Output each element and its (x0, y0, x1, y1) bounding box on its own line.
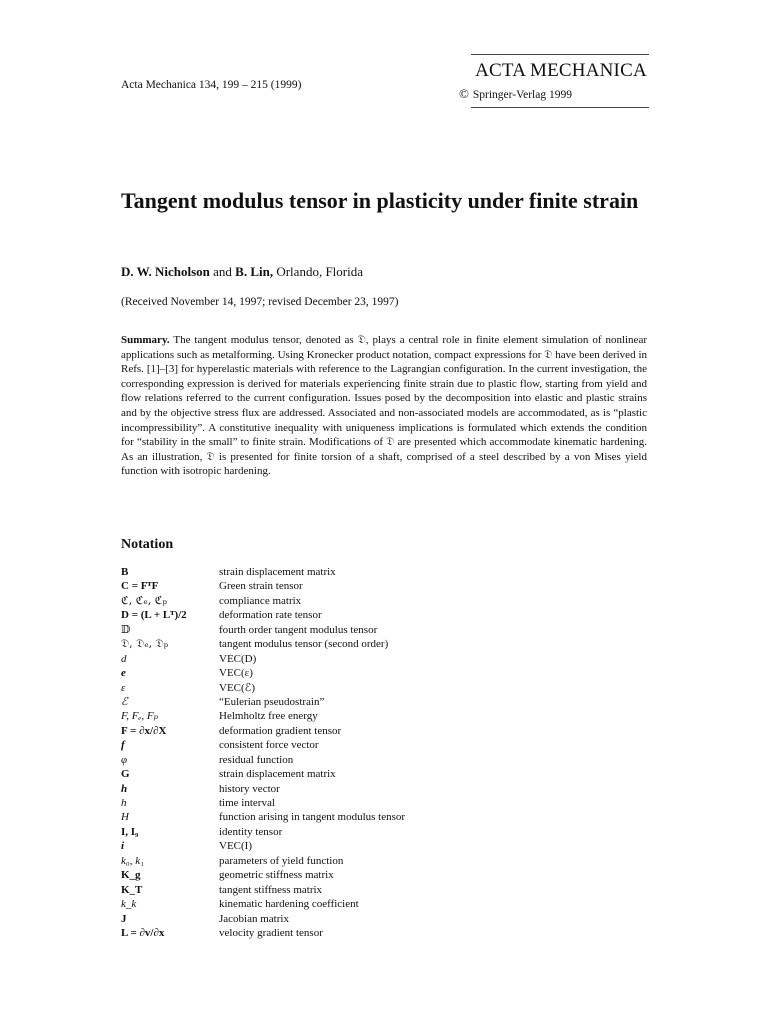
notation-description: deformation rate tensor (219, 609, 322, 622)
notation-description: VEC(ℰ) (219, 681, 255, 694)
notation-row (121, 565, 661, 579)
notation-symbol: e (121, 667, 126, 680)
notation-symbol: h (121, 782, 128, 795)
notation-row (121, 897, 661, 911)
notation-description: VEC(ε) (219, 667, 253, 680)
notation-description: tangent stiffness matrix (219, 883, 323, 896)
notation-row (121, 753, 661, 767)
notation-symbol: f (121, 739, 125, 752)
notation-symbol: F = ∂x/∂X (121, 724, 167, 737)
notation-symbol: ℰ (121, 695, 128, 708)
article-title: Tangent modulus tensor in plasticity under finite strain (121, 188, 639, 213)
notation-description: history vector (219, 782, 280, 795)
notation-symbol: K_g (121, 869, 141, 882)
notation-description: time interval (219, 797, 275, 809)
notation-description: residual function (219, 753, 294, 766)
notation-description: “Eulerian pseudostrain” (219, 695, 325, 708)
notation-description: Jacobian matrix (219, 912, 289, 925)
notation-symbol: φ (121, 753, 128, 766)
notation-symbol: I, I₉ (121, 825, 139, 838)
notation-symbol: d (121, 652, 127, 665)
notation-symbol: B (121, 566, 129, 578)
notation-symbol: C = FᵀF (121, 580, 159, 593)
journal-reference: Acta Mechanica 134, 199 – 215 (1999) (121, 79, 302, 91)
header-rule-bottom (471, 107, 649, 108)
notation-row (121, 637, 661, 651)
notation-symbol: G (121, 768, 130, 781)
notation-description: kinematic hardening coefficient (219, 898, 359, 911)
notation-symbol: F, Fₑ, Fₚ (121, 710, 159, 723)
notation-symbol: k_k (121, 898, 137, 911)
journal-name: ACTA MECHANICA (475, 60, 647, 81)
header-rule-top (471, 54, 649, 55)
notation-row (121, 652, 661, 666)
notation-symbol: i (121, 840, 125, 853)
notation-description: deformation gradient tensor (219, 724, 342, 737)
authors-and: and (213, 264, 232, 279)
notation-list (121, 565, 661, 940)
received-dates: (Received November 14, 1997; revised December 23, 1997) (121, 296, 399, 308)
notation-symbol: ℭ, ℭₑ, ℭₚ (121, 593, 167, 607)
notation-description: function arising in tangent modulus tensor (219, 811, 406, 824)
author-2: B. Lin, (235, 264, 274, 279)
notation-description: VEC(I) (219, 840, 252, 853)
notation-row (121, 854, 661, 868)
copyright-line (459, 86, 572, 102)
notation-symbol: 𝔇, 𝔇ₑ, 𝔇ₚ (121, 637, 169, 651)
notation-description: Green strain tensor (219, 580, 303, 593)
notation-row (121, 810, 661, 824)
notation-description: geometric stiffness matrix (219, 869, 334, 882)
authors-location: Orlando, Florida (276, 264, 363, 279)
notation-description: fourth order tangent modulus tensor (219, 623, 378, 636)
notation-symbol: h (121, 797, 127, 809)
article-authors (121, 264, 363, 280)
notation-row (121, 623, 661, 637)
notation-row (121, 695, 661, 709)
notation-row (121, 724, 661, 738)
notation-row (121, 738, 661, 752)
notation-row (121, 782, 661, 796)
notation-row (121, 839, 661, 853)
summary-lead: Summary. (121, 334, 170, 346)
notation-description: strain displacement matrix (219, 768, 336, 781)
notation-description: identity tensor (219, 825, 283, 838)
notation-symbol: 𝔻 (121, 622, 131, 636)
notation-symbol: H (121, 811, 129, 824)
notation-symbol: k₀, k₁ (121, 854, 144, 867)
summary-text: The tangent modulus tensor, denoted as 𝔇, plays a central role in finite element simulation of nonlinear applications such as metalforming. Using Kronecker product notation, compact expressions for 𝔇 have been derived in Refs. [1]–[3] for hyperelastic materials with reference to the Lagrangian configuration. In the current investigation, the corresponding expression is derived for materials experiencing finite strain due to plastic flow, starting from yield and flow relations referred to the current configuration. Issues posed by the decomposition into elastic and plastic strains and by the objective stress flux are addressed. Associated and non-associated models are accommodated, as is “plastic incompressibility”. A constitutive inequality with uniqueness implications is formulated which extends the condition for “stability in the small” to finite strain. Modifications of 𝔇 are presented which accommodate kinematic hardening. As an illustration, 𝔇 is presented for finite torsion of a shaft, comprised of a steel described by a von Mises yield function with isotropic hardening. (121, 334, 647, 478)
notation-row (121, 608, 661, 622)
notation-row (121, 681, 661, 695)
copyright-text: Springer-Verlag 1999 (472, 89, 572, 101)
notation-row (121, 666, 661, 680)
notation-row (121, 912, 661, 926)
notation-heading: Notation (121, 537, 174, 552)
notation-symbol: D = (L + Lᵀ)/2 (121, 609, 187, 622)
copyright-symbol: © (459, 86, 469, 101)
notation-description: compliance matrix (219, 594, 302, 607)
notation-row (121, 709, 661, 723)
notation-row (121, 868, 661, 882)
notation-row (121, 883, 661, 897)
notation-description: consistent force vector (219, 739, 319, 752)
notation-description: Helmholtz free energy (219, 710, 318, 723)
author-1: D. W. Nicholson (121, 264, 210, 279)
notation-row (121, 579, 661, 593)
notation-symbol: ε (121, 681, 126, 694)
notation-row (121, 767, 661, 781)
notation-row (121, 594, 661, 608)
notation-row (121, 926, 661, 940)
notation-description: strain displacement matrix (219, 566, 336, 578)
notation-symbol: K_T (121, 883, 143, 896)
notation-description: VEC(D) (219, 652, 257, 665)
notation-description: parameters of yield function (219, 854, 344, 867)
notation-symbol: L = ∂v/∂x (121, 926, 165, 939)
notation-description: tangent modulus tensor (second order) (219, 638, 389, 651)
notation-row (121, 796, 661, 810)
notation-row (121, 825, 661, 839)
summary-paragraph (121, 333, 647, 479)
notation-description: velocity gradient tensor (219, 926, 323, 939)
notation-symbol: J (121, 912, 127, 925)
